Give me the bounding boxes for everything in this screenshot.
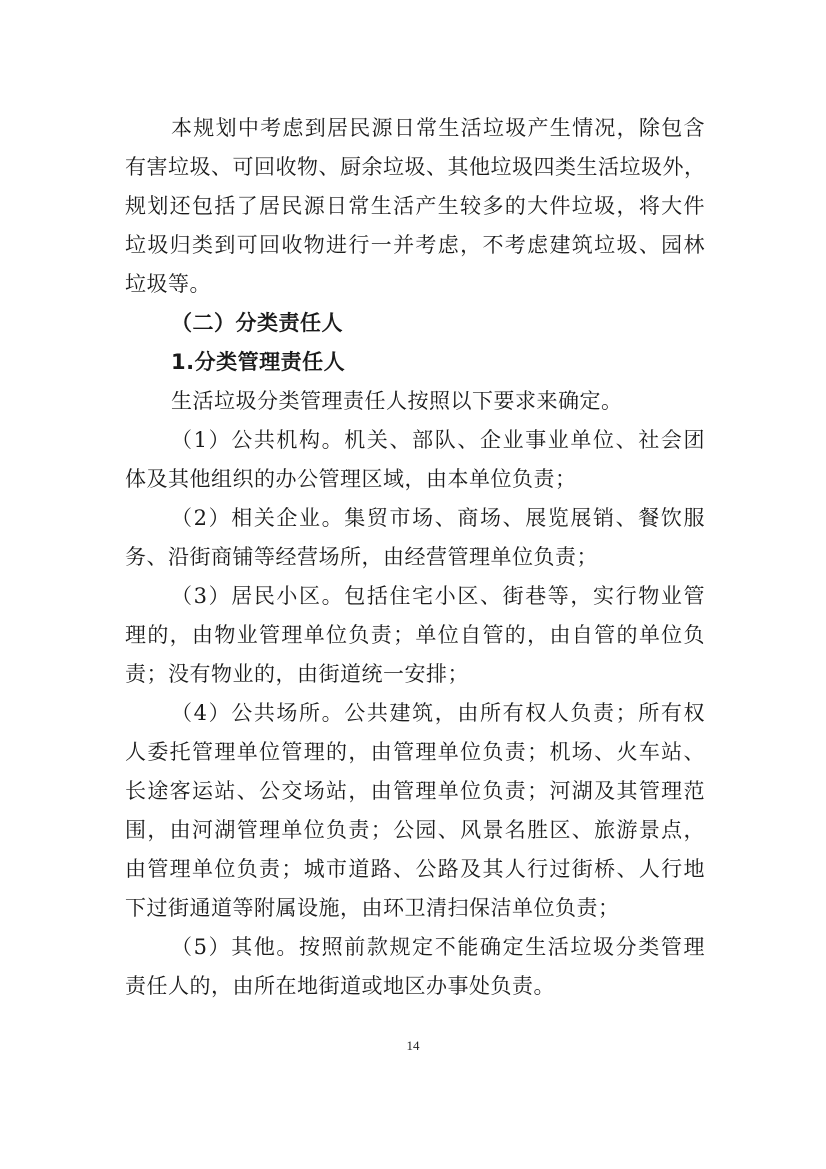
paragraph-line: 本规划中考虑到居民源日常生活垃圾产生情况，除包含 [171, 116, 705, 140]
subsection-heading: 1.分类管理责任人 [171, 350, 346, 374]
list-item-line: 责任人的，由所在地街道或地区办事处负责。 [125, 974, 555, 998]
list-item-line: 责；没有物业的，由街道统一安排； [125, 662, 469, 686]
paragraph-line: 生活垃圾分类管理责任人按照以下要求来确定。 [171, 389, 623, 413]
list-item-line: 人委托管理单位管理的，由管理单位负责；机场、火车站、 [125, 740, 705, 764]
paragraph-line: 有害垃圾、可回收物、厨余垃圾、其他垃圾四类生活垃圾外， [125, 155, 706, 179]
section-heading: （二）分类责任人 [171, 311, 343, 335]
list-item-line: 务、沿街商铺等经营场所，由经营管理单位负责； [125, 545, 598, 569]
list-item-line: 长途客运站、公交场站，由管理单位负责；河湖及其管理范 [125, 779, 705, 803]
list-item-line: 围，由河湖管理单位负责；公园、风景名胜区、旅游景点， [125, 818, 705, 842]
list-item-line: 下过街通道等附属设施，由环卫清扫保洁单位负责； [125, 896, 620, 920]
list-item-line: 由管理单位负责；城市道路、公路及其人行过街桥、人行地 [125, 857, 705, 881]
list-item-line: （5）其他。按照前款规定不能确定生活垃圾分类管理 [171, 935, 705, 959]
paragraph-line: 垃圾归类到可回收物进行一并考虑，不考虑建筑垃圾、园林 [125, 233, 705, 257]
list-item-line: （3）居民小区。包括住宅小区、街巷等，实行物业管 [171, 584, 705, 608]
list-item-line: 理的，由物业管理单位负责；单位自管的，由自管的单位负 [125, 623, 705, 647]
page-number: 14 [406, 1038, 420, 1053]
list-item-line: （2）相关企业。集贸市场、商场、展览展销、餐饮服 [171, 506, 705, 530]
paragraph-line: 垃圾等。 [125, 272, 211, 296]
list-item-line: （4）公共场所。公共建筑，由所有权人负责；所有权 [171, 701, 705, 725]
paragraph-line: 规划还包括了居民源日常生活产生较多的大件垃圾，将大件 [125, 194, 705, 218]
list-item-line: （1）公共机构。机关、部队、企业事业单位、社会团 [171, 428, 705, 452]
list-item-line: 体及其他组织的办公管理区域，由本单位负责； [125, 467, 577, 491]
